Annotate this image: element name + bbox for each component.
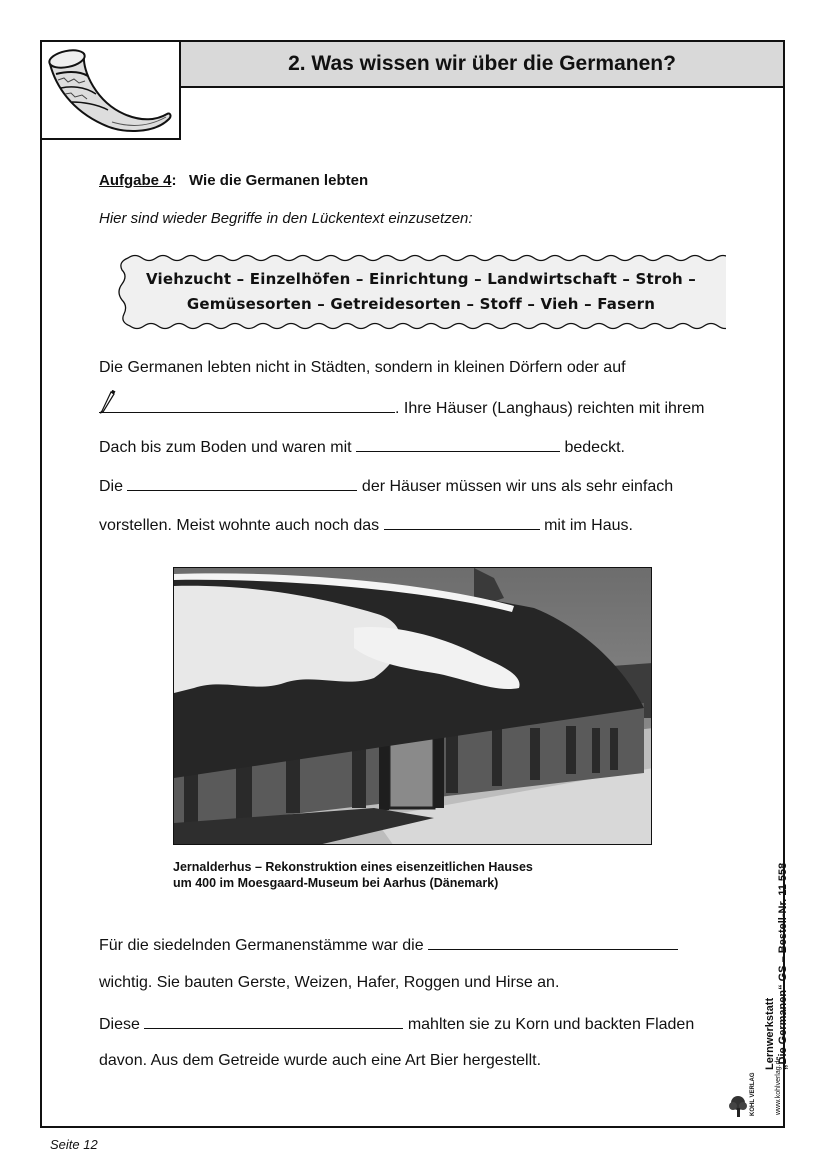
page-number: Seite 12 [50, 1137, 98, 1152]
photo-caption [173, 859, 533, 891]
cloze2-line-2: wichtig. Sie bauten Gerste, Weizen, Hafer, Roggen und Hirse an. [99, 974, 560, 991]
cloze1-line-2 [99, 398, 704, 418]
cloze1-line-1: Die Germanen lebten nicht in Städten, sondern in kleinen Dörfern oder auf [99, 359, 626, 376]
cloze1-line-3-after: bedeckt. [564, 439, 625, 456]
task-label: Aufgabe 4 [99, 172, 172, 189]
cloze2-line-4: davon. Aus dem Getreide wurde auch eine Art Bier hergestellt. [99, 1052, 542, 1069]
task-colon: : [171, 172, 177, 189]
longhouse-photo [173, 567, 652, 845]
cloze2-line-1 [99, 935, 678, 955]
cloze2-line-1-before: Für die siedelnden Germanenstämme war die [99, 937, 424, 954]
task-title: Wie die Germanen lebten [189, 172, 369, 189]
task-instruction: Hier sind wieder Begriffe in den Lückentext einzusetzen: [99, 210, 473, 227]
cloze1-line-4-after: der Häuser müssen wir uns als sehr einfach [361, 478, 674, 495]
cloze1-line-3 [99, 437, 625, 457]
blank-2[interactable] [356, 437, 560, 452]
blank-5[interactable] [428, 935, 678, 950]
word-bank-text [116, 267, 726, 317]
cloze1-line-3-before: Dach bis zum Boden und waren mit [99, 439, 352, 456]
task-heading [99, 172, 368, 189]
word-bank-line-1: Viehzucht – Einzelhöfen – Einrichtung – Landwirtschaft – Stroh – [145, 270, 697, 288]
side-line-1: Lernwerkstatt [764, 997, 776, 1070]
photo-caption-line-2: um 400 im Moesgaard-Museum bei Aarhus (Dänemark) [173, 876, 499, 890]
word-bank-line-2: Gemüsesorten – Getreidesorten – Stoff – Vieh – Fasern [186, 295, 656, 313]
drinking-horn-icon [42, 42, 179, 138]
cloze1-line-5 [99, 515, 633, 535]
cloze2-line-3-after: mahlten sie zu Korn und backten Fladen [407, 1016, 695, 1033]
cloze1-line-5-after: mit im Haus. [544, 517, 633, 534]
blank-6[interactable] [144, 1014, 403, 1029]
publisher-name: KOHL VERLAG [750, 1072, 756, 1116]
side-line-2: „Die Germanen“ GS – Bestell-Nr. 11 558 [777, 862, 789, 1070]
cloze1-line-5-before: vorstellen. Meist wohnte auch noch das [99, 517, 380, 534]
logo-box [40, 40, 181, 140]
blank-4[interactable] [384, 515, 540, 530]
cloze2-line-3 [99, 1014, 694, 1034]
cloze1-line-4-before: Die [99, 478, 124, 495]
cloze2-line-3-before: Diese [99, 1016, 140, 1033]
publisher-url: www.kohlverlag.de [775, 1056, 782, 1115]
side-order-info [764, 863, 790, 1070]
page-title: 2. Was wissen wir über die Germanen? [179, 40, 785, 88]
cloze1-line-2-text: . Ihre Häuser (Langhaus) reichten mit ihrem [395, 400, 705, 417]
photo-caption-line-1: Jernalderhus – Rekonstruktion eines eisenzeitlichen Hauses [173, 860, 533, 874]
blank-3[interactable] [127, 476, 357, 491]
tree-icon [728, 1094, 748, 1118]
blank-1[interactable] [99, 398, 395, 413]
pencil-icon [99, 390, 117, 414]
publisher-logo [728, 1050, 772, 1120]
word-bank [116, 254, 726, 332]
cloze1-line-4 [99, 476, 673, 496]
